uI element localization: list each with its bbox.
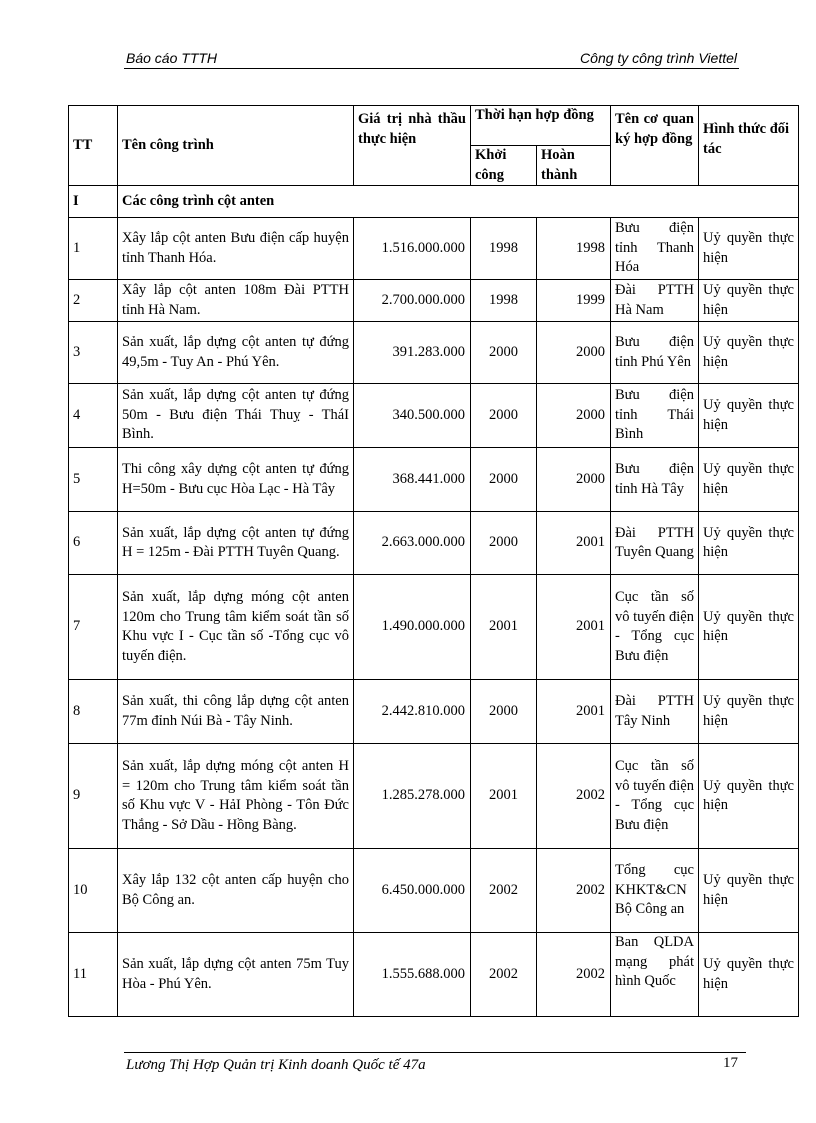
row-end: 2002: [537, 933, 611, 1017]
page-header: [124, 50, 739, 69]
row-form: Uỷ quyền thực hiện: [699, 849, 799, 933]
row-form: Uỷ quyền thực hiện: [699, 575, 799, 680]
row-end: 2000: [537, 384, 611, 448]
header-right-text: Công ty công trình Viettel: [580, 50, 737, 66]
row-org: Cục tần số vô tuyến điện - Tổng cục Bưu điện: [611, 575, 699, 680]
row-end: 2000: [537, 448, 611, 512]
row-start: 1998: [471, 280, 537, 322]
row-name: Sản xuất, thi công lắp dựng cột anten 77m đỉnh Núi Bà - Tây Ninh.: [118, 680, 354, 744]
row-tt: 8: [69, 680, 118, 744]
row-tt: 2: [69, 280, 118, 322]
row-name: Sản xuất, lắp dựng móng cột anten H = 120m cho Trung tâm kiểm soát tần số Khu vực V - HảI Phòng - Tôn Đức Thắng - Sở Dầu - Hồng Bàng.: [118, 744, 354, 849]
table-row: [69, 280, 799, 322]
row-org: Cục tần số vô tuyến điện - Tổng cục Bưu điện: [611, 744, 699, 849]
row-end: 2001: [537, 575, 611, 680]
row-start: 2000: [471, 448, 537, 512]
row-start: 1998: [471, 218, 537, 280]
row-value: 6.450.000.000: [354, 849, 471, 933]
table-row: [69, 322, 799, 384]
header-name: Tên công trình: [118, 106, 354, 186]
footer-author: Lương Thị Hợp Quản trị Kinh doanh Quốc tế 47a: [126, 1057, 426, 1073]
row-org: Đài PTTH Tuyên Quang: [611, 512, 699, 575]
header-tt: TT: [69, 106, 118, 186]
row-name: Sản xuất, lắp dựng cột anten tự đứng H = 125m - Đài PTTH Tuyên Quang.: [118, 512, 354, 575]
row-form: Uỷ quyền thực hiện: [699, 512, 799, 575]
row-tt: 4: [69, 384, 118, 448]
row-org: Tổng cục KHKT&CN Bộ Công an: [611, 849, 699, 933]
header-left-text: Báo cáo TTTH: [126, 50, 218, 66]
row-value: 2.663.000.000: [354, 512, 471, 575]
row-end: 2000: [537, 322, 611, 384]
row-form: Uỷ quyền thực hiện: [699, 933, 799, 1017]
row-value: 1.516.000.000: [354, 218, 471, 280]
row-value: 391.283.000: [354, 322, 471, 384]
row-tt: 10: [69, 849, 118, 933]
row-tt: 9: [69, 744, 118, 849]
row-tt: 7: [69, 575, 118, 680]
row-value: 368.441.000: [354, 448, 471, 512]
row-tt: 3: [69, 322, 118, 384]
row-start: 2001: [471, 744, 537, 849]
row-org: Bưu điện tỉnh Thanh Hóa: [611, 218, 699, 280]
table-row: [69, 575, 799, 680]
row-value: 2.700.000.000: [354, 280, 471, 322]
row-tt: 11: [69, 933, 118, 1017]
row-org: Bưu điện tỉnh Phú Yên: [611, 322, 699, 384]
row-name: Xây lắp cột anten 108m Đài PTTH tỉnh Hà Nam.: [118, 280, 354, 322]
row-form: Uỷ quyền thực hiện: [699, 218, 799, 280]
row-org: Đài PTTH Hà Nam: [611, 280, 699, 322]
section-tt: I: [69, 186, 118, 218]
row-start: 2001: [471, 575, 537, 680]
row-tt: 1: [69, 218, 118, 280]
row-end: 2002: [537, 849, 611, 933]
row-name: Thi công xây dựng cột anten tự đứng H=50m - Bưu cục Hòa Lạc - Hà Tây: [118, 448, 354, 512]
page-footer: [124, 1052, 746, 1073]
header-value: Giá trị nhà thầu thực hiện: [354, 106, 471, 186]
row-name: Sản xuất, lắp dựng cột anten tự đứng 50m - Bưu điện Thái Thuỵ - TháI Bình.: [118, 384, 354, 448]
section-title: Các công trình cột anten: [118, 186, 799, 218]
projects-table: [68, 105, 799, 1017]
row-name: Xây lắp cột anten Bưu điện cấp huyện tỉnh Thanh Hóa.: [118, 218, 354, 280]
header-period: Thời hạn hợp đồng: [471, 106, 611, 146]
row-end: 1999: [537, 280, 611, 322]
row-form: Uỷ quyền thực hiện: [699, 280, 799, 322]
table-row: [69, 680, 799, 744]
row-start: 2000: [471, 680, 537, 744]
row-name: Sản xuất, lắp dựng móng cột anten 120m cho Trung tâm kiểm soát tần số Khu vực I - Cục tần số -Tổng cục vô tuyến điện.: [118, 575, 354, 680]
row-form: Uỷ quyền thực hiện: [699, 322, 799, 384]
row-start: 2002: [471, 849, 537, 933]
table-row: [69, 512, 799, 575]
row-org: Đài PTTH Tây Ninh: [611, 680, 699, 744]
header-org: Tên cơ quan ký hợp đồng: [611, 106, 699, 186]
row-start: 2000: [471, 384, 537, 448]
row-start: 2000: [471, 512, 537, 575]
row-form: Uỷ quyền thực hiện: [699, 680, 799, 744]
row-start: 2000: [471, 322, 537, 384]
row-form: Uỷ quyền thực hiện: [699, 744, 799, 849]
row-end: 2001: [537, 512, 611, 575]
row-name: Sản xuất, lắp dựng cột anten 75m Tuy Hòa - Phú Yên.: [118, 933, 354, 1017]
row-form: Uỷ quyền thực hiện: [699, 448, 799, 512]
row-value: 2.442.810.000: [354, 680, 471, 744]
row-org: Bưu điện tỉnh Thái Bình: [611, 384, 699, 448]
row-value: 340.500.000: [354, 384, 471, 448]
row-org: Bưu điện tỉnh Hà Tây: [611, 448, 699, 512]
page-number: 17: [723, 1055, 738, 1071]
row-value: 1.555.688.000: [354, 933, 471, 1017]
table-row: [69, 744, 799, 849]
header-start: Khởi công: [471, 146, 537, 186]
row-name: Sản xuất, lắp dựng cột anten tự đứng 49,5m - Tuy An - Phú Yên.: [118, 322, 354, 384]
row-org: Ban QLDA mạng phát hình Quốc: [611, 933, 699, 1017]
row-tt: 6: [69, 512, 118, 575]
table-row: [69, 849, 799, 933]
header-form: Hình thức đối tác: [699, 106, 799, 186]
table-row: [69, 218, 799, 280]
table-row: [69, 384, 799, 448]
row-end: 2001: [537, 680, 611, 744]
table-row: [69, 933, 799, 1017]
row-form: Uỷ quyền thực hiện: [699, 384, 799, 448]
row-value: 1.285.278.000: [354, 744, 471, 849]
table-row: [69, 448, 799, 512]
row-name: Xây lắp 132 cột anten cấp huyện cho Bộ Công an.: [118, 849, 354, 933]
row-tt: 5: [69, 448, 118, 512]
header-end: Hoàn thành: [537, 146, 611, 186]
row-end: 2002: [537, 744, 611, 849]
row-value: 1.490.000.000: [354, 575, 471, 680]
row-end: 1998: [537, 218, 611, 280]
row-start: 2002: [471, 933, 537, 1017]
